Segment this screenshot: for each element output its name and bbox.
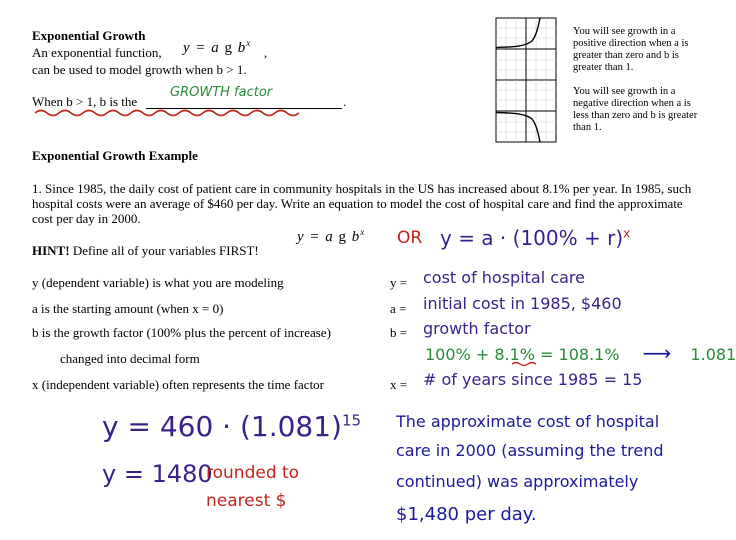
var-b-continuation: changed into decimal form — [60, 351, 200, 366]
hint-formula: y = a g $b^x$ — [297, 227, 366, 245]
var-b-desc: b is the growth factor (100% plus the percent of increase) — [32, 325, 331, 340]
intro-line-1: An exponential function, — [32, 45, 162, 60]
var-y-label: y = — [390, 275, 408, 290]
var-b-hand: growth factor — [423, 319, 531, 338]
negative-growth-note: You will see growth in a negative direction when a is less than zero and b is greater than 1. — [573, 86, 698, 133]
conclusion-line-4: $1,480 per day. — [396, 504, 537, 525]
var-y-hand: cost of hospital care — [423, 268, 585, 287]
solution-equation: $y = 460 \cdot (1.081)^{15}$ — [102, 410, 362, 443]
exponential-formula: y = a g $b^x$ — [183, 38, 252, 56]
example-problem: 1. Since 1985, the daily cost of patient care in community hospitals in the US has increased about 8.1% per year. In 1985, such hospital costs were an average of $460 per day. Write an equation to model the cost of hospital care and find the approximate cost per day in 2000. — [32, 181, 692, 226]
section-title: Exponential Growth — [32, 28, 146, 43]
intro-comma: , — [264, 45, 268, 60]
var-a-label: a = — [390, 301, 407, 316]
var-b-label: b = — [390, 325, 408, 340]
rounded-note: rounded to — [206, 463, 300, 483]
factor-period: . — [343, 94, 347, 109]
example-title: Exponential Growth Example — [32, 148, 198, 163]
handwritten-alt-formula: $y = a \cdot (100\% + r)^x$ — [440, 226, 631, 250]
var-x-hand: # of years since 1985 = 15 — [423, 370, 643, 389]
var-x-label: x = — [390, 377, 408, 392]
hint: HINT! Define all of your variables FIRST! — [32, 243, 259, 258]
factor-question: When b > 1, b is the — [32, 94, 138, 109]
positive-growth-note: You will see growth in a positive direction when a is greater than zero and b is greater than 1. — [573, 26, 689, 73]
nearest-note: nearest $ — [206, 491, 287, 511]
factor-handwritten-answer: GROWTH factor — [170, 85, 273, 100]
var-y-desc: y (dependent variable) is what you are modeling — [32, 275, 284, 290]
var-a-desc: a is the starting amount (when x = 0) — [32, 301, 224, 316]
var-x-desc: x (independent variable) often represents the time factor — [32, 377, 325, 392]
var-a-hand: initial cost in 1985, $460 — [423, 294, 622, 313]
conclusion-line-1: The approximate cost of hospital — [396, 412, 660, 431]
conclusion-line-3: continued) was approximately — [396, 472, 639, 491]
solution-result: y = 1480 — [102, 460, 213, 488]
intro-line-2: can be used to model growth when b > 1. — [32, 62, 247, 77]
handwritten-or: OR — [397, 228, 423, 248]
conclusion-line-2: care in 2000 (assuming the trend — [396, 441, 664, 460]
growth-factor-calc: 100% + 8.1% = 108.1% ⟶ 1.081 — [425, 341, 736, 365]
